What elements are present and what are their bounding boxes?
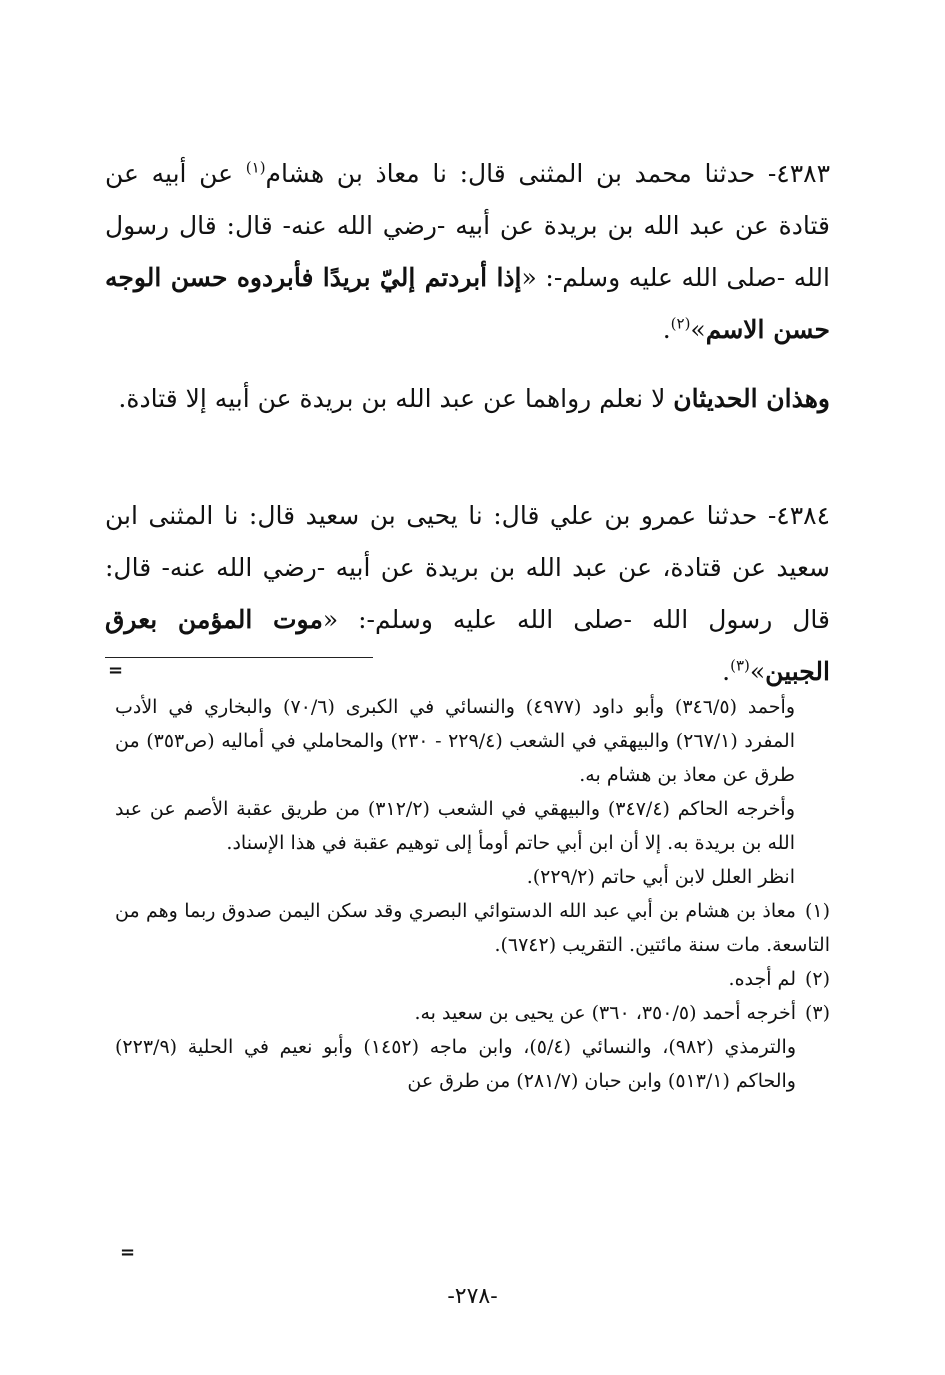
footnote-ref-1: (١) — [245, 158, 266, 177]
author-comment — [105, 373, 830, 425]
hadith-4384-lead: ٤٣٨٤- حدثنا عمرو بن علي قال: نا يحيى بن سعيد قال: نا المثنى ابن سعيد عن قتادة، عن عبد الله بن بريدة عن أبيه -رضي الله عنه- قال: قال رسول الله -صلى الله عليه وسلم-: « — [105, 501, 830, 634]
footnote-3-text: أخرجه أحمد (٣٥٠/٥، ٣٦٠) عن يحيى بن سعيد به. — [414, 1002, 796, 1024]
hadith-4384 — [105, 490, 830, 698]
continuation-mark-top: = — [108, 660, 124, 681]
hadith-4383-text: عن أبيه عن قتادة عن عبد الله بن بريدة عن أبيه -رضي الله عنه- قال: قال رسول الله -صلى الله عليه وسلم-: « — [105, 159, 830, 292]
hadith-4384-close: » — [749, 657, 766, 686]
footnote-3-number: (٣) — [804, 1002, 830, 1024]
footnote-3 — [115, 996, 830, 1030]
footnotes — [115, 690, 830, 1098]
footnote-2-text: لم أجده. — [728, 968, 796, 990]
hadith-4383-lead: ٤٣٨٣- حدثنا محمد بن المثنى قال: نا معاذ بن هشام — [265, 159, 830, 188]
hadith-4383-close: » — [690, 315, 706, 344]
continuation-mark-bottom: = — [120, 1242, 136, 1263]
footnote-3-continuation: والترمذي (٩٨٢)، والنسائي (٥/٤)، وابن ماجه (١٤٥٢) وأبو نعيم في الحلية (٢٢٣/٩) والحاكم (٥١٣/١) وابن حبان (٢٨١/٧) من طرق عن — [115, 1036, 796, 1092]
footnote-separator — [105, 657, 373, 658]
footnote-ref-2: (٢) — [670, 314, 691, 333]
footnote-1-number: (١) — [804, 900, 830, 922]
hadith-4384-end: . — [722, 657, 731, 686]
footnote-1-text: معاذ بن هشام بن أبي عبد الله الدستوائي البصري وقد سكن اليمن صدوق ربما وهم من التاسعة. مات سنة مائتين. التقريب (٦٧٤٢). — [115, 900, 830, 956]
footnote-1 — [115, 894, 830, 962]
comment-bold: وهذان الحديثان — [673, 384, 830, 413]
note-continuation-2: وأخرجه الحاكم (٣٤٧/٤) والبيهقي في الشعب (٣١٢/٢) من طريق عقبة الأصم عن عبد الله بن بريدة به. إلا أن ابن أبي حاتم أومأ إلى توهيم عقبة في هذا الإسناد. — [115, 798, 795, 854]
note-continuation-1: وأحمد (٣٤٦/٥) وأبو داود (٤٩٧٧) والنسائي في الكبرى (٧٠/٦) والبخاري في الأدب المفرد (٢٦٧/١) والبيهقي في الشعب (٢٢٩/٤ - ٢٣٠) والمحاملي في أماليه (ص٣٥٣) من طرق عن معاذ بن هشام به. — [115, 696, 795, 786]
page-number: -٢٧٨- — [447, 1284, 498, 1309]
footnote-ref-3: (٣) — [730, 656, 750, 675]
hadith-4383 — [105, 148, 830, 356]
hadith-4383-quote: إذا أبردتم إليّ بريدًا فأبردوه حسن الوجه حسن الاسم — [105, 263, 830, 344]
footnote-2 — [115, 962, 830, 996]
footnote-2-number: (٢) — [804, 968, 830, 990]
hadith-4384-quote: موت المؤمن بعرق الجبين — [105, 605, 830, 686]
comment-text: لا نعلم رواهما عن عبد الله بن بريدة عن أبيه إلا قتادة. — [118, 384, 674, 413]
hadith-4383-end: . — [662, 315, 671, 344]
note-continuation-3: انظر العلل لابن أبي حاتم (٢٢٩/٢). — [526, 866, 795, 888]
